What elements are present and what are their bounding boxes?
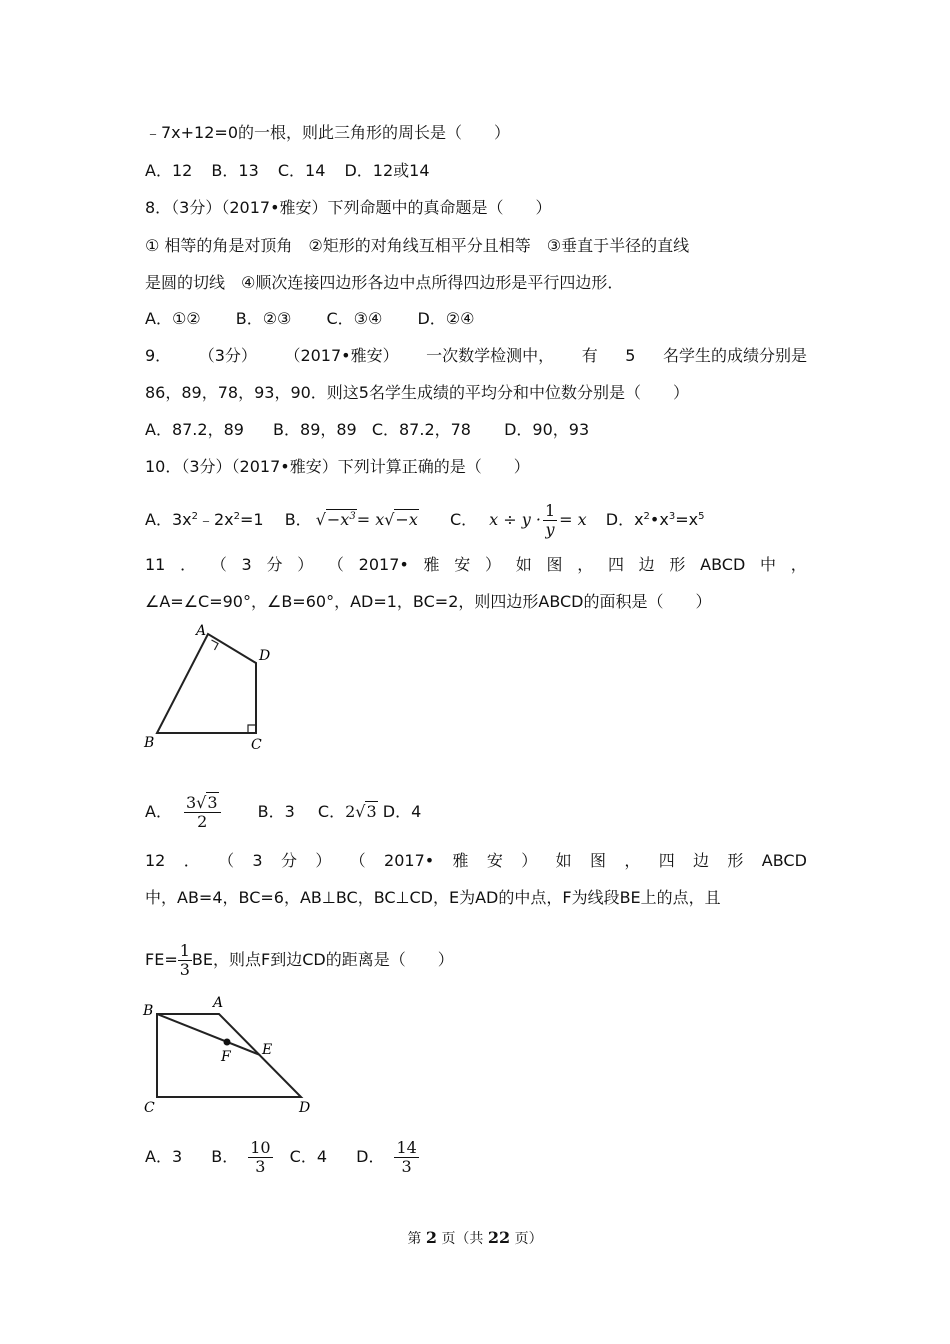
q7-option-c: C．14 [277, 161, 326, 180]
q12-stem-line3: FE= $\frac{1}{3}$ BE，则点F到边CD的距离是（ ） [145, 941, 454, 979]
q7-option-b: B．13 [211, 161, 259, 180]
q10-option-a: A．$3x^2﹣2x^2=1$ [145, 510, 264, 529]
q12-label-b: B [143, 1003, 154, 1019]
q8-option-d: D．②④ [417, 309, 475, 328]
q12-option-b: B． $\frac{10}{3}$ [211, 1138, 271, 1176]
q12-label-f: F [221, 1049, 231, 1065]
q11-label-d: D [259, 648, 271, 664]
q8-stem: 8．（3分）（2017•雅安）下列命题中的真命题是（ ） [145, 198, 552, 217]
q7-option-a: A．12 [145, 161, 193, 180]
q8-statements-line2: 是圆的切线 ④顺次连接四边形各边中点所得四边形是平行四边形． [145, 273, 624, 292]
q8-options [145, 308, 474, 330]
q11-right-angle-a [212, 640, 219, 650]
q12-label-c: C [144, 1100, 155, 1116]
q12-label-d: D [299, 1100, 311, 1116]
q9-options [145, 419, 589, 441]
q12-option-a: A．3 [145, 1147, 183, 1166]
q12-figure [140, 992, 320, 1122]
q11-stem-line2: ∠A=∠C=90°，∠B=60°，AD=1，BC=2，则四边形ABCD的面积是（ ） [145, 592, 712, 611]
q8-option-c: C．③④ [326, 309, 383, 328]
q10-option-d: D．$x^2•x^3=x^5$ [605, 510, 705, 529]
q10-options [145, 502, 704, 539]
q7-continuation: ﹣7x+12=0的一根，则此三角形的周长是（ ） [145, 123, 511, 142]
q9-option-c: C．87.2，78 [371, 420, 471, 439]
q11-figure [138, 620, 288, 760]
q12-point-f [224, 1039, 231, 1046]
q9-option-b: B．89，89 [273, 420, 357, 439]
q9-option-a: A．87.2，89 [145, 420, 244, 439]
q11-options [145, 790, 421, 834]
q7-options [145, 160, 430, 182]
q12-segment-be [157, 1014, 260, 1055]
q12-label-a: A [213, 995, 224, 1011]
page-footer: 第 2 页（共 22 页） [407, 1228, 543, 1247]
q11-label-a: A [196, 623, 207, 639]
q8-option-a: A．①② [145, 309, 201, 328]
q12-options [145, 1135, 421, 1179]
page-number: 2 [425, 1228, 437, 1247]
q9-option-d: D．90，93 [504, 420, 590, 439]
q12-label-e: E [262, 1042, 273, 1058]
q11-quadrilateral [157, 634, 256, 733]
q8-statements-line1: ① 相等的角是对顶角 ②矩形的对角线互相平分且相等 ③垂直于半径的直线 [145, 236, 690, 255]
q7-option-d: D．12或14 [344, 161, 430, 180]
q12-option-d: D． $\frac{14}{3}$ [356, 1138, 417, 1176]
q10-option-b: B． $√-x^3= x√-x$ [284, 510, 418, 529]
q11-option-a: A． $\frac{3√3}{2}$ [145, 802, 223, 821]
q9-stem: 9． （3分） （2017•雅安） 一次数学检测中， 有 5 名学生的成绩分别是 [145, 346, 807, 365]
q11-right-angle-c [248, 725, 256, 733]
q12-stem: 12 ． （ 3 分 ） （ 2017• 雅 安 ） 如 图 ， 四 边 形 ABCD [145, 851, 807, 870]
q9-stem-line2: 86，89，78，93，90．则这5名学生成绩的平均分和中位数分别是（ ） [145, 383, 689, 402]
page-total: 22 [487, 1228, 511, 1247]
q10-option-c: C． x ÷ y · $\frac{1}{y}$ = x [449, 501, 587, 539]
q12-option-c: C．4 [289, 1147, 328, 1166]
q11-option-b: B．3 [257, 802, 295, 821]
q11-label-b: B [144, 735, 155, 751]
q10-stem: 10．（3分）（2017•雅安）下列计算正确的是（ ） [145, 457, 530, 476]
q11-option-d: D．4 [382, 802, 422, 821]
q12-stem-line2: 中，AB=4，BC=6，AB⊥BC，BC⊥CD，E为AD的中点，F为线段BE上的点，且 [145, 888, 721, 907]
q11-label-c: C [251, 737, 262, 753]
q11-option-c: C．2√3 [317, 802, 377, 821]
q11-stem: 11 ． （ 3 分 ） （ 2017• 雅 安 ） 如 图 ， 四 边 形 ABCD 中 ， [145, 555, 807, 574]
q8-option-b: B．②③ [235, 309, 292, 328]
